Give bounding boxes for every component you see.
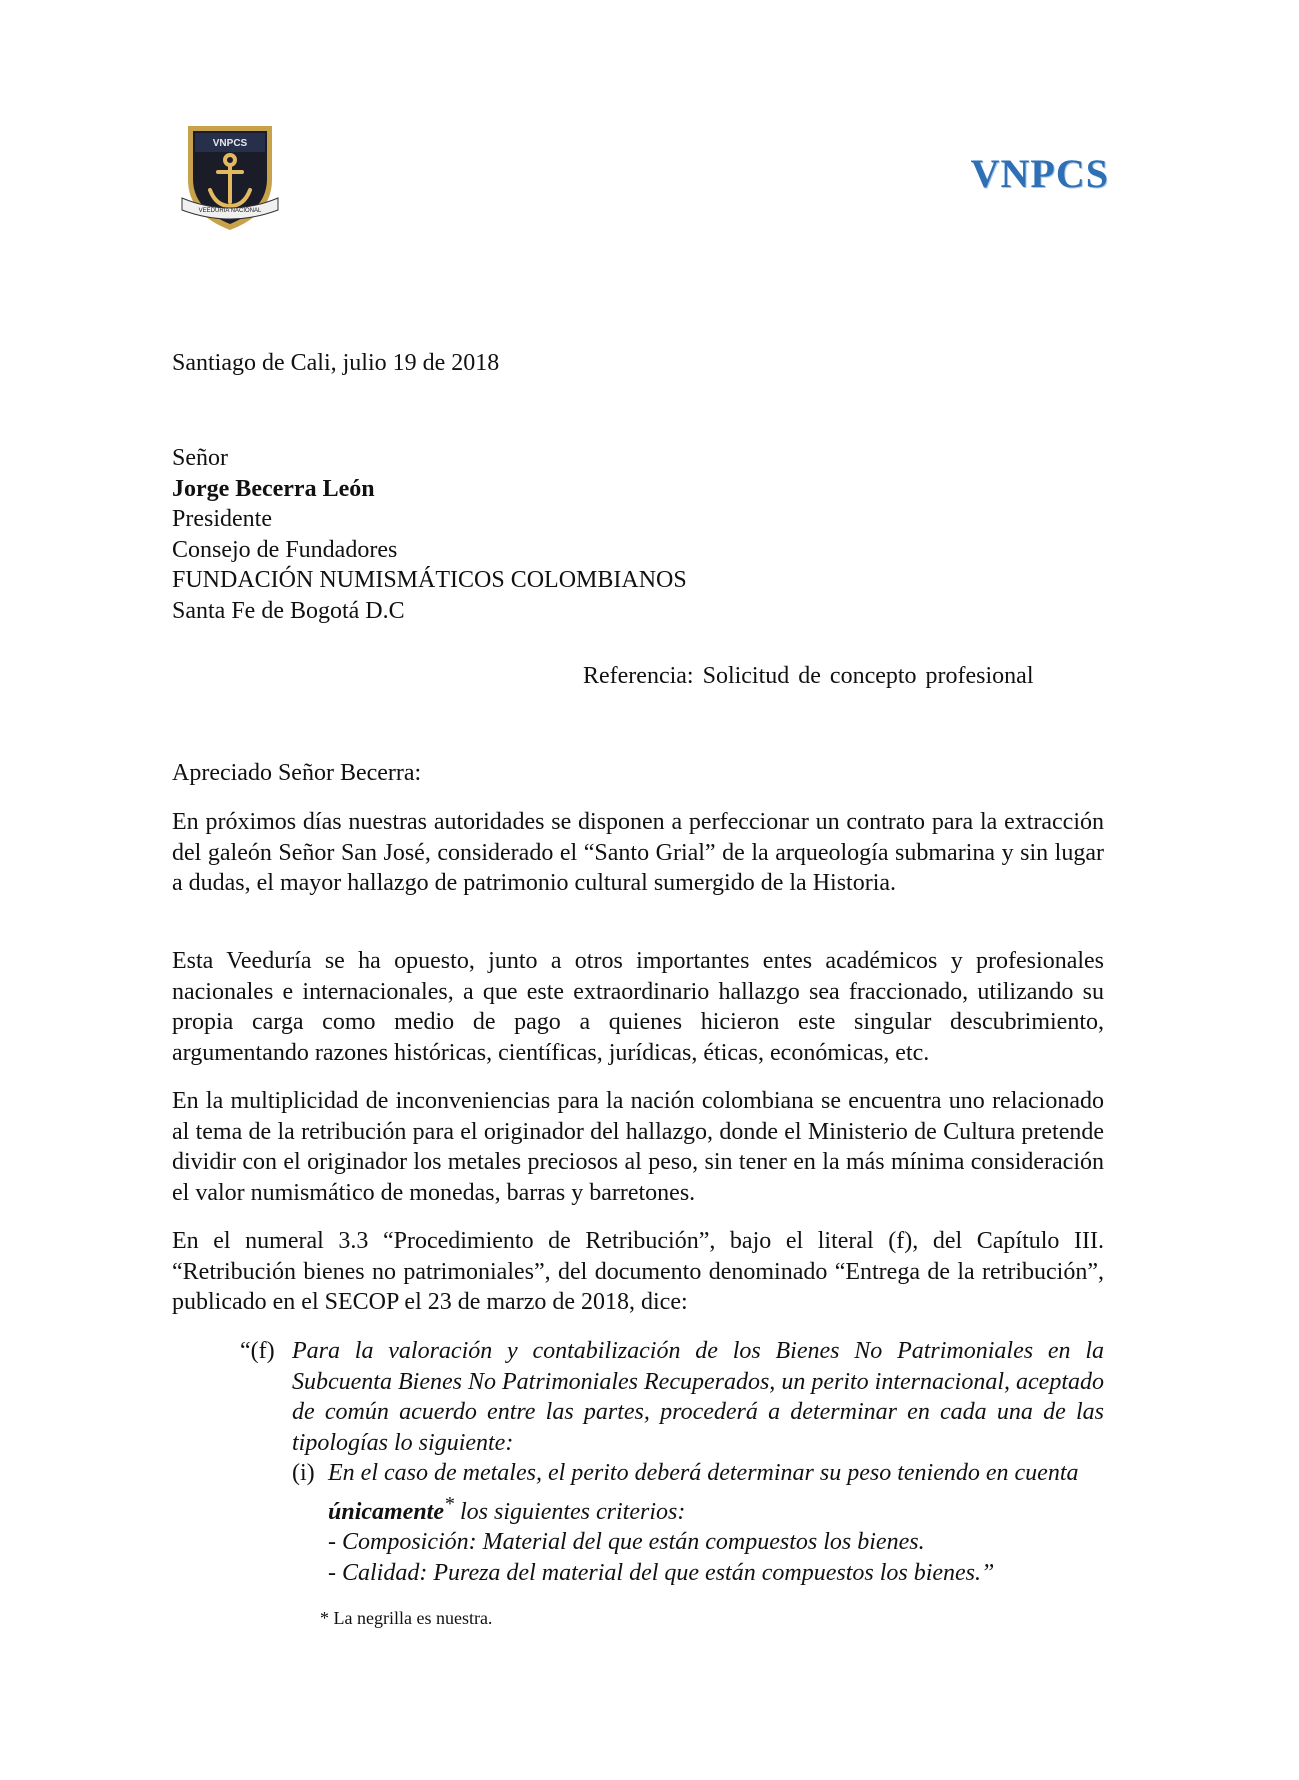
recipient-organization: FUNDACIÓN NUMISMÁTICOS COLOMBIANOS [172,567,687,593]
vnpcs-wordmark: VNPCS [970,151,1109,196]
quoted-clause [240,1336,1104,1588]
recipient-salutation: Señor [172,445,228,471]
shield-icon [180,122,280,234]
greeting: Apreciado Señor Becerra: [172,760,422,786]
logo-text: VNPCS [212,138,248,149]
paragraph-2: Esta Veeduría se ha opuesto, junto a otros importantes entes académicos y profesionales nacionales e internacionales, a que este extraordinario hallazgo sea fraccionado, utilizando su propia carga como medio de pago a quienes hicieron este singular descubrimiento, argumentando razones históricas, científicas, jurídicas, éticas, económicas, etc. [172,948,1104,1066]
clause-i-text-end: los siguientes criterios: [454,1498,686,1525]
recipient-city: Santa Fe de Bogotá D.C [172,597,405,624]
reference-line: Referencia: Solicitud de concepto profesional [583,663,1034,689]
clause-i-emphasis: únicamente [328,1498,445,1525]
clause-i-label: (i) [292,1460,315,1486]
clause-f-text: Para la valoración y contabilización de los Bienes No Patrimoniales en la Subcuenta Bienes No Patrimoniales Recuperados, un perito internacional, aceptado de común acuerdo entre las partes, procederá a determinar en cada una de las tipologías lo siguiente: [292,1338,1104,1456]
recipient-name: Jorge Becerra León [172,475,375,502]
clause-i [292,1458,1104,1527]
date-line: Santiago de Cali, julio 19 de 2018 [172,350,500,376]
paragraph-3: En la multiplicidad de inconveniencias para la nación colombiana se encuentra uno relacionado al tema de la retribución para el originador del hallazgo, donde el Ministerio de Cultura pretende dividir con el originador los metales preciosos al peso, sin tener en la más mínima consideración el valor numismático de monedas, barras y barretones. [172,1088,1104,1206]
clause-f-label: “(f) [240,1338,275,1364]
criteria-item: - Calidad: Pureza del material del que están compuestos los bienes.” [328,1559,995,1586]
recipient-body: Consejo de Fundadores [172,536,398,563]
logo-ribbon-text: VEEDURIA NACIONAL [198,208,262,214]
clause-i-text: En el caso de metales, el perito deberá determinar su peso teniendo en cuenta [328,1460,1079,1486]
clause-i-text-wrap [328,1458,1104,1527]
footnote-mark: * [444,1492,455,1515]
recipient-block [172,443,687,626]
criteria-item: - Composición: Material del que están compuestos los bienes. [328,1529,925,1555]
paragraph-1: En próximos días nuestras autoridades se disponen a perfeccionar un contrato para la extracción del galeón Señor San José, considerado el “Santo Grial” de la arqueología submarina y sin lugar a dudas, el mayor hallazgo de patrimonio cultural sumergido de la Historia. [172,809,1104,896]
recipient-title: Presidente [172,506,272,532]
footnote: * La negrilla es nuestra. [320,1608,493,1628]
anchor-shield-logo [180,122,280,234]
clause-f [240,1336,1104,1458]
paragraph-4: En el numeral 3.3 “Procedimiento de Retribución”, bajo el literal (f), del Capítulo III. “Retribución bienes no patrimoniales”, del documento denominado “Entrega de la retribución”, publicado en el SECOP el 23 de marzo de 2018, dice: [172,1228,1104,1315]
